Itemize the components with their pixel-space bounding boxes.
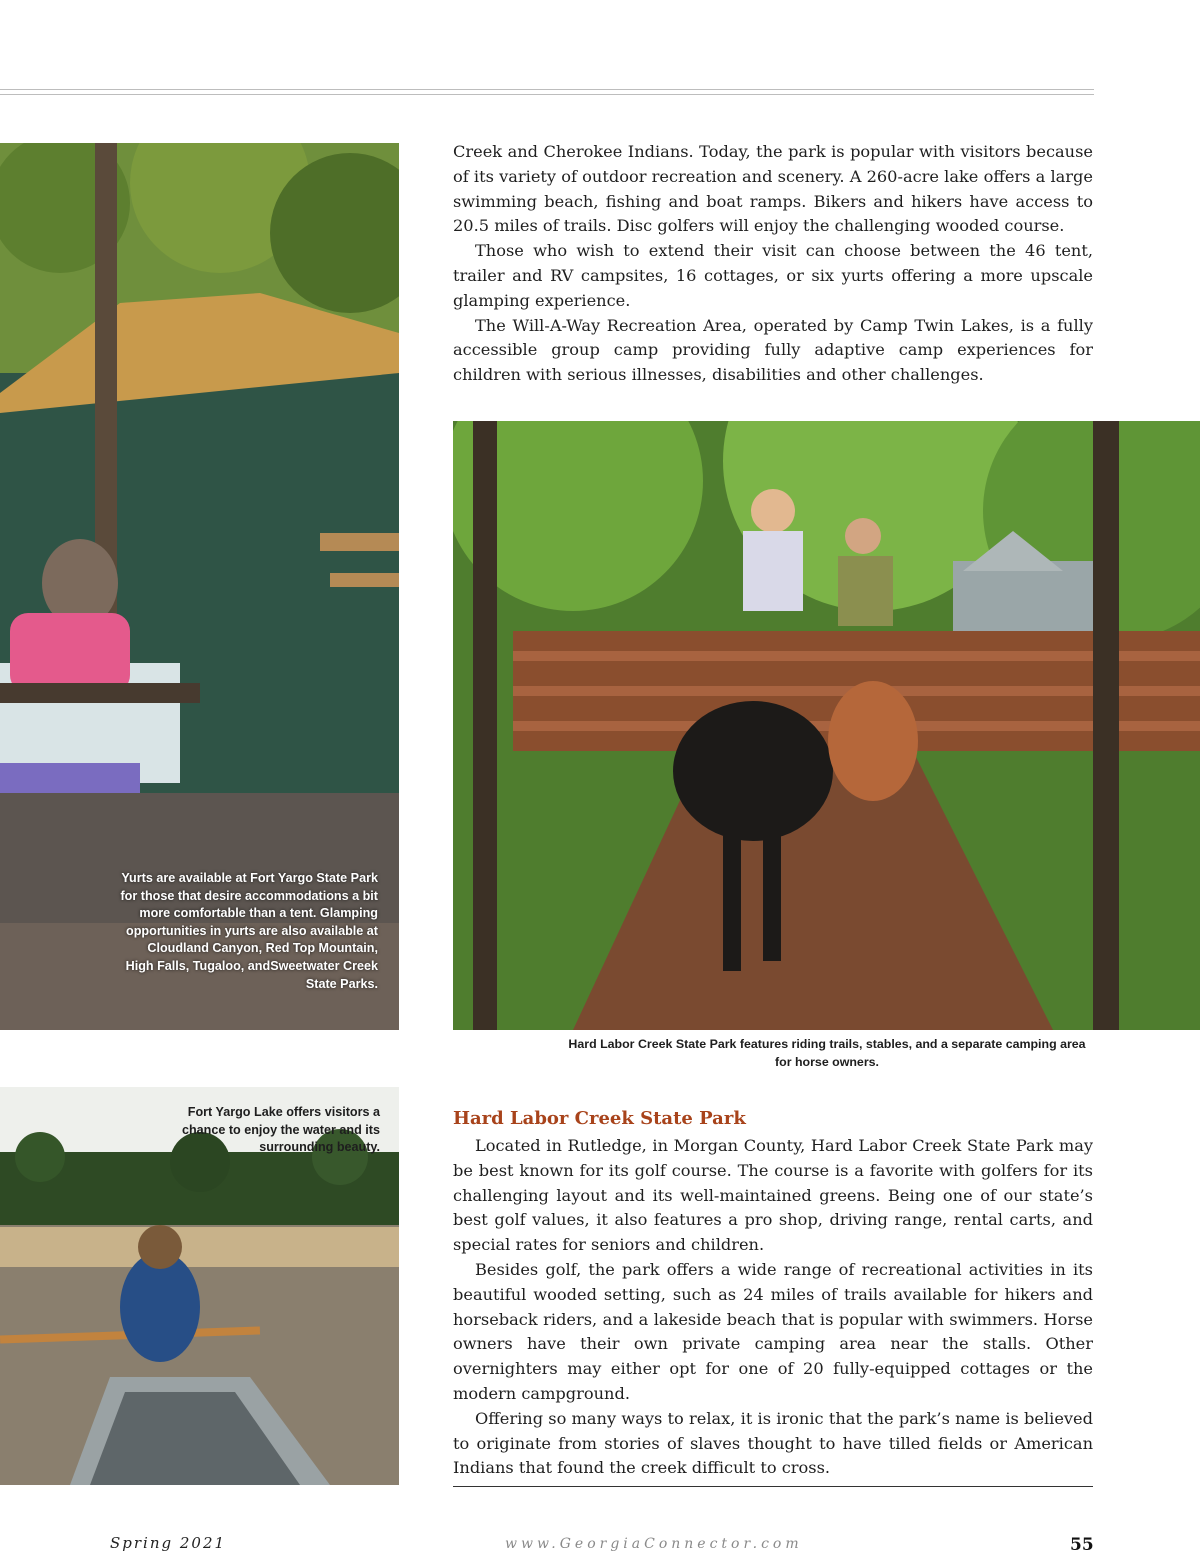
- page-number: 55: [1070, 1535, 1094, 1555]
- footer-rule: [453, 1486, 1093, 1487]
- article-text-section: [453, 1134, 1093, 1481]
- paragraph: Located in Rutledge, in Morgan County, Hard Labor Creek State Park may be best known for its golf course. The course is a favorite with golfers for its challenging layout and its well-maintained greens. Being one of our state’s best golf values, it also features a pro shop, driving range, rental carts, and special rates for seniors and children.: [453, 1136, 1093, 1255]
- website-url: www.GeorgiaConnector.com: [505, 1536, 803, 1552]
- horseback-photo-caption: Hard Labor Creek State Park features riding trails, stables, and a separate camping area for horse owners.: [568, 1037, 1086, 1069]
- issue-date: Spring 2021: [110, 1534, 227, 1552]
- article-text-top: [453, 140, 1093, 388]
- paragraph: Offering so many ways to relax, it is ironic that the park’s name is believed to originate from stories of slaves thought to have tilled fields or American Indians that found the creek difficult to cross.: [453, 1408, 1093, 1478]
- section-heading: Hard Labor Creek State Park: [453, 1108, 746, 1129]
- paragraph: Creek and Cherokee Indians. Today, the park is popular with visitors because of its variety of outdoor recreation and scenery. A 260-acre lake offers a large swimming beach, fishing and boat ramps. Bikers and hikers have access to 20.5 miles of trails. Disc golfers will enjoy the challenging wooded course.: [453, 142, 1093, 236]
- header-rule: [0, 89, 1094, 90]
- paragraph: The Will-A-Way Recreation Area, operated by Camp Twin Lakes, is a fully accessible group camp providing fully adaptive camp experiences for children with serious illnesses, disabilities and other challenges.: [453, 315, 1093, 385]
- lake-photo-caption: Fort Yargo Lake offers visitors a chance to enjoy the water and its surrounding beauty.: [181, 1105, 380, 1155]
- header-rule-secondary: [0, 94, 1094, 95]
- paragraph: Besides golf, the park offers a wide range of recreational activities in its beautiful wooded setting, such as 24 miles of trails available for hikers and horseback riders, and a lakeside beach that is popular with swimmers. Horse owners have their own private camping area near the stalls. Other overnighters may either opt for one of 20 fully-equipped cottages or the modern campground.: [453, 1259, 1093, 1403]
- horseback-riders-photo: [453, 421, 1200, 1030]
- paragraph: Those who wish to extend their visit can choose between the 46 tent, trailer and RV campsites, 16 cottages, or six yurts offering a more upscale glamping experience.: [453, 241, 1093, 310]
- yurt-caption: Yurts are available at Fort Yargo State Park for those that desire accommodations a bit more comfortable than a tent. Glamping opportunities in yurts are also available at Cloudland Canyon, Red Top Mountain, High Falls, Tugaloo, andSweetwater Creek State Parks.: [120, 871, 378, 991]
